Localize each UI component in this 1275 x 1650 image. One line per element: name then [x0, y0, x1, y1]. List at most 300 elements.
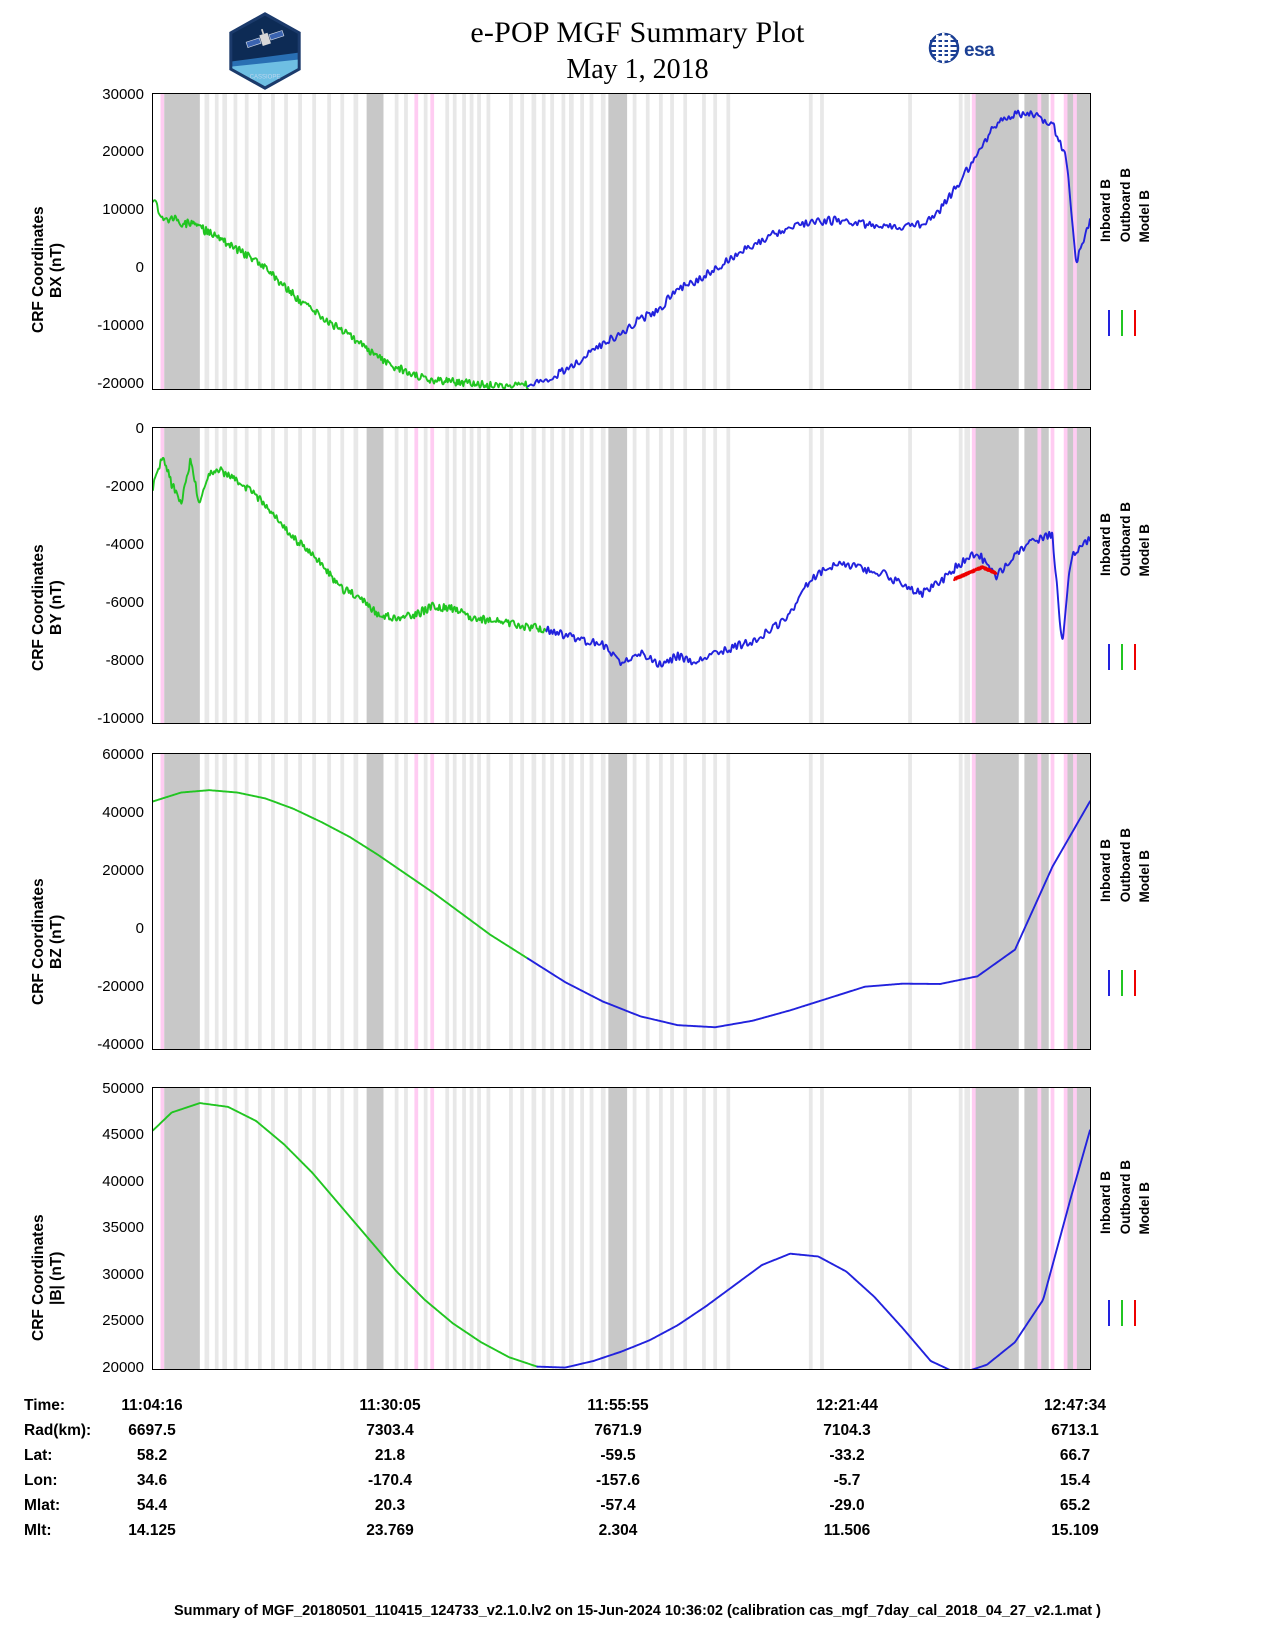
cell-mlat-4: 65.2 — [1059, 1497, 1091, 1514]
event-band — [726, 428, 730, 724]
event-band — [959, 94, 963, 390]
event-band — [205, 1088, 210, 1370]
chart-panel-bx[interactable] — [152, 93, 1091, 390]
table-row-lon — [0, 1472, 1275, 1497]
event-band — [509, 428, 513, 724]
event-band — [702, 1088, 706, 1370]
event-band — [590, 1088, 594, 1370]
event-band — [974, 754, 1019, 1050]
cell-lon-4: 15.4 — [1059, 1472, 1091, 1489]
event-band — [702, 94, 706, 390]
cell-mlt-0: 14.125 — [128, 1522, 176, 1539]
event-band — [1037, 94, 1041, 390]
event-band — [445, 428, 449, 724]
event-band — [487, 428, 491, 724]
event-band — [414, 1088, 418, 1370]
cell-rad-3: 7104.3 — [823, 1422, 871, 1439]
event-band — [222, 1088, 227, 1370]
event-band — [590, 754, 594, 1050]
event-band — [1024, 94, 1048, 390]
event-band — [327, 754, 331, 1050]
event-band — [809, 94, 813, 390]
event-band — [809, 428, 813, 724]
event-band — [974, 428, 1019, 724]
event-band — [487, 94, 491, 390]
legend-by-swatches — [1108, 644, 1136, 670]
event-band — [340, 1088, 344, 1370]
event-band — [245, 1088, 249, 1370]
event-band — [424, 1088, 428, 1370]
event-band — [601, 1088, 606, 1370]
event-band — [1024, 1088, 1048, 1370]
title-date: May 1, 2018 — [566, 54, 709, 86]
panel-babs-ytick-1: 45000 — [102, 1126, 144, 1143]
event-band — [820, 754, 824, 1050]
event-band — [245, 428, 249, 724]
event-band — [424, 428, 428, 724]
event-band — [205, 754, 210, 1050]
event-band — [395, 754, 399, 1050]
event-band — [312, 428, 316, 724]
legend-babs-entry-1: Outboard B — [1117, 1160, 1133, 1235]
event-band — [245, 94, 249, 390]
event-band — [245, 754, 249, 1050]
event-band — [550, 94, 554, 390]
event-band — [1064, 754, 1068, 1050]
event-band — [972, 428, 976, 724]
legend-bz-entry-2: Model B — [1137, 849, 1153, 903]
event-band — [445, 1088, 449, 1370]
panel-bx-ytick-3: 0 — [135, 259, 144, 276]
event-band — [550, 428, 554, 724]
cell-lon-2: -157.6 — [596, 1472, 640, 1489]
event-band — [234, 94, 238, 390]
event-band — [633, 94, 637, 390]
event-band — [271, 94, 275, 390]
event-band — [580, 1088, 584, 1370]
event-band — [453, 428, 457, 724]
event-band — [462, 94, 466, 390]
event-band — [164, 754, 200, 1050]
event-band — [354, 428, 359, 724]
event-band — [340, 428, 344, 724]
event-band — [414, 428, 418, 724]
event-band — [809, 1088, 813, 1370]
event-band — [974, 94, 1019, 390]
panel-by-ytick-0: 0 — [135, 420, 144, 437]
legend-swatch-outboard — [1121, 970, 1123, 996]
event-band — [542, 94, 546, 390]
event-band — [160, 428, 164, 724]
event-band — [520, 1088, 524, 1370]
cell-mlat-1: 20.3 — [374, 1497, 406, 1514]
event-band — [520, 428, 524, 724]
event-band — [404, 754, 408, 1050]
event-band — [964, 754, 968, 1050]
cell-lat-4: 66.7 — [1059, 1447, 1091, 1464]
event-band — [520, 754, 524, 1050]
event-band — [670, 428, 674, 724]
event-band — [633, 428, 637, 724]
event-band — [959, 754, 963, 1050]
panel-bx-ytick-2: 10000 — [102, 201, 144, 218]
cell-mlat-3: -29.0 — [829, 1497, 865, 1514]
legend-swatch-model — [1134, 1300, 1136, 1326]
event-band — [284, 94, 288, 390]
cell-time-2: 11:55:55 — [587, 1397, 649, 1414]
cell-mlat-2: -57.4 — [600, 1497, 636, 1514]
event-band — [327, 94, 331, 390]
cell-lon-0: 34.6 — [136, 1472, 168, 1489]
footer-caption: Summary of MGF_20180501_110415_124733_v2.1.0.lv2 on 15-Jun-2024 10:36:02 (calibration cas_mgf_7day_cal_2018_04_27_v2.1.mat ) — [174, 1603, 1101, 1619]
event-band — [470, 754, 474, 1050]
row-label-time: Time: — [24, 1397, 66, 1414]
table-row-lat — [0, 1447, 1275, 1472]
event-band — [509, 1088, 513, 1370]
table-row-time — [0, 1397, 1275, 1422]
event-band — [542, 428, 546, 724]
event-band — [271, 1088, 275, 1370]
table-row-mlat — [0, 1497, 1275, 1522]
event-band — [726, 94, 730, 390]
cell-lon-1: -170.4 — [368, 1472, 412, 1489]
event-band — [430, 94, 434, 390]
event-band — [820, 1088, 824, 1370]
event-band — [590, 94, 594, 390]
event-band — [908, 754, 912, 1050]
event-band — [633, 1088, 637, 1370]
panel-babs-ylabel: CRF Coordinates |B| (nT) — [30, 1214, 65, 1342]
panel-by-ytick-4: -8000 — [105, 652, 144, 669]
event-band — [234, 754, 238, 1050]
chart-canvas-bz — [153, 754, 1090, 1050]
event-band — [702, 428, 706, 724]
event-band — [234, 1088, 238, 1370]
event-band — [1064, 94, 1068, 390]
event-band — [462, 1088, 466, 1370]
row-label-mlt: Mlt: — [24, 1522, 52, 1539]
legend-swatch-outboard — [1121, 310, 1123, 336]
legend-swatch-inboard — [1108, 970, 1110, 996]
event-band — [601, 754, 606, 1050]
event-band — [298, 428, 302, 724]
esa-logo-icon — [925, 26, 1045, 70]
event-band — [164, 94, 200, 390]
panel-by-ytick-2: -4000 — [105, 536, 144, 553]
event-band — [972, 754, 976, 1050]
event-band — [404, 1088, 408, 1370]
event-band — [608, 428, 627, 724]
event-band — [908, 1088, 912, 1370]
event-band — [477, 428, 481, 724]
event-band — [659, 94, 663, 390]
panel-bx-ytick-5: -20000 — [97, 375, 144, 392]
svg-text:CASSIOPE: CASSIOPE — [249, 74, 281, 81]
panel-babs-ytick-5: 25000 — [102, 1312, 144, 1329]
cell-mlat-0: 54.4 — [136, 1497, 168, 1514]
event-band — [1051, 754, 1055, 1050]
event-band — [284, 1088, 288, 1370]
event-band — [683, 94, 687, 390]
event-band — [160, 1088, 164, 1370]
legend-swatch-model — [1134, 310, 1136, 336]
event-band — [312, 754, 316, 1050]
cell-rad-4: 6713.1 — [1051, 1422, 1099, 1439]
event-band — [414, 94, 418, 390]
event-band — [205, 428, 210, 724]
cell-rad-1: 7303.4 — [366, 1422, 414, 1439]
event-band — [532, 754, 537, 1050]
cell-mlt-4: 15.109 — [1051, 1522, 1099, 1539]
event-band — [562, 428, 566, 724]
event-band — [974, 1088, 1019, 1370]
event-band — [327, 1088, 331, 1370]
legend-bz-entry-1: Outboard B — [1117, 828, 1133, 903]
event-band — [1051, 94, 1055, 390]
event-band — [1037, 754, 1041, 1050]
event-band — [215, 1088, 219, 1370]
legend-swatch-outboard — [1121, 1300, 1123, 1326]
event-band — [477, 754, 481, 1050]
event-band — [271, 754, 275, 1050]
event-band — [1051, 428, 1055, 724]
legend-babs-swatches — [1108, 1300, 1136, 1326]
event-band — [1073, 754, 1077, 1050]
row-label-mlat: Mlat: — [24, 1497, 61, 1514]
event-band — [470, 428, 474, 724]
legend-bx-entry-2: Model B — [1137, 189, 1153, 243]
cell-lat-1: 21.8 — [374, 1447, 406, 1464]
event-band — [562, 1088, 566, 1370]
event-band — [683, 754, 687, 1050]
event-band — [284, 754, 288, 1050]
event-band — [258, 1088, 262, 1370]
event-band — [569, 428, 574, 724]
event-band — [702, 754, 706, 1050]
event-band — [520, 94, 524, 390]
event-band — [462, 428, 466, 724]
event-band — [1064, 1088, 1068, 1370]
event-band — [562, 94, 566, 390]
chart-canvas-by — [153, 428, 1090, 724]
legend-bz — [1098, 828, 1153, 948]
event-band — [1067, 94, 1089, 390]
panel-babs-ytick-2: 40000 — [102, 1173, 144, 1190]
event-band — [234, 428, 238, 724]
cell-time-1: 11:30:05 — [359, 1397, 421, 1414]
event-band — [713, 754, 717, 1050]
event-band — [367, 754, 384, 1050]
legend-bz-entry-0: Inboard B — [1098, 839, 1113, 903]
event-band — [590, 428, 594, 724]
event-band — [509, 754, 513, 1050]
event-band — [340, 754, 344, 1050]
event-band — [569, 754, 574, 1050]
table-row-rad — [0, 1422, 1275, 1447]
legend-bx-entry-1: Outboard B — [1117, 168, 1133, 243]
event-band — [258, 428, 262, 724]
event-band — [646, 754, 650, 1050]
event-band — [562, 754, 566, 1050]
event-band — [972, 94, 976, 390]
event-band — [659, 428, 663, 724]
event-band — [532, 428, 537, 724]
cell-mlt-2: 2.304 — [598, 1522, 638, 1539]
event-band — [430, 428, 434, 724]
event-band — [453, 94, 457, 390]
event-band — [424, 754, 428, 1050]
row-label-rad: Rad(km): — [24, 1422, 92, 1439]
panel-babs-ytick-3: 35000 — [102, 1219, 144, 1236]
legend-babs-entry-2: Model B — [1137, 1181, 1153, 1235]
row-label-lon: Lon: — [24, 1472, 58, 1489]
title-main: e-POP MGF Summary Plot — [470, 16, 805, 49]
event-band — [1024, 428, 1048, 724]
event-band — [908, 94, 912, 390]
event-band — [258, 94, 262, 390]
legend-bz-swatches — [1108, 970, 1136, 996]
event-band — [542, 754, 546, 1050]
chart-panel-babs[interactable] — [152, 1087, 1091, 1370]
cell-time-3: 12:21:44 — [815, 1397, 879, 1414]
event-band — [1067, 1088, 1089, 1370]
epop-cassiope-mission-patch-icon — [222, 8, 308, 94]
event-band — [532, 1088, 537, 1370]
event-band — [453, 754, 457, 1050]
event-band — [367, 94, 384, 390]
event-band — [713, 1088, 717, 1370]
panel-bz-ytick-3: 0 — [135, 920, 144, 937]
event-band — [354, 1088, 359, 1370]
event-band — [683, 428, 687, 724]
event-band — [1067, 428, 1089, 724]
legend-swatch-outboard — [1121, 644, 1123, 670]
event-band — [395, 428, 399, 724]
event-band — [424, 94, 428, 390]
legend-babs — [1098, 1160, 1153, 1280]
cell-rad-0: 6697.5 — [128, 1422, 176, 1439]
event-band — [1064, 428, 1068, 724]
event-band — [1067, 754, 1089, 1050]
legend-bx-entry-0: Inboard B — [1098, 179, 1113, 243]
event-band — [284, 428, 288, 724]
event-band — [608, 1088, 627, 1370]
ephemeris-table — [0, 1397, 1275, 1547]
event-band — [726, 1088, 730, 1370]
event-band — [569, 94, 574, 390]
panel-by-ytick-5: -10000 — [97, 710, 144, 727]
legend-bx — [1098, 168, 1153, 288]
event-band — [487, 754, 491, 1050]
event-band — [367, 428, 384, 724]
event-band — [550, 754, 554, 1050]
event-band — [1037, 1088, 1041, 1370]
event-band — [550, 1088, 554, 1370]
event-band — [964, 94, 968, 390]
cell-mlt-1: 23.769 — [366, 1522, 414, 1539]
event-band — [298, 1088, 302, 1370]
cell-lat-3: -33.2 — [829, 1447, 865, 1464]
legend-swatch-model — [1134, 644, 1136, 670]
event-band — [646, 94, 650, 390]
panel-bz-ytick-1: 40000 — [102, 804, 144, 821]
event-band — [580, 428, 584, 724]
event-band — [580, 754, 584, 1050]
legend-by-entry-1: Outboard B — [1117, 502, 1133, 577]
chart-panel-by[interactable] — [152, 427, 1091, 724]
page-title — [0, 14, 1275, 88]
chart-canvas-bx — [153, 94, 1090, 390]
event-band — [964, 1088, 968, 1370]
cell-rad-2: 7671.9 — [594, 1422, 642, 1439]
event-band — [670, 94, 674, 390]
cell-time-4: 12:47:34 — [1043, 1397, 1107, 1414]
event-band — [340, 94, 344, 390]
panel-bz-ylabel: CRF Coordinates BZ (nT) — [30, 878, 65, 1006]
event-band — [462, 754, 466, 1050]
panel-bx-ytick-1: 20000 — [102, 143, 144, 160]
event-band — [404, 94, 408, 390]
panel-babs-ytick-4: 30000 — [102, 1266, 144, 1283]
event-band — [354, 754, 359, 1050]
panel-bz-ytick-0: 60000 — [102, 746, 144, 763]
legend-by-entry-0: Inboard B — [1098, 513, 1113, 577]
event-band — [298, 754, 302, 1050]
event-band — [298, 94, 302, 390]
panel-by-ytick-3: -6000 — [105, 594, 144, 611]
panel-bx-ytick-0: 30000 — [102, 86, 144, 103]
event-band — [395, 1088, 399, 1370]
event-band — [713, 428, 717, 724]
event-band — [569, 1088, 574, 1370]
legend-babs-entry-0: Inboard B — [1098, 1171, 1113, 1235]
panel-bx-ylabel: CRF Coordinates BX (nT) — [30, 206, 65, 334]
event-band — [367, 1088, 384, 1370]
event-band — [487, 1088, 491, 1370]
esa-wordmark: esa — [964, 40, 995, 61]
panel-babs-ytick-0: 50000 — [102, 1080, 144, 1097]
legend-swatch-model — [1134, 970, 1136, 996]
event-band — [445, 94, 449, 390]
cell-time-0: 11:04:16 — [121, 1397, 183, 1414]
event-band — [646, 1088, 650, 1370]
event-band — [215, 754, 219, 1050]
chart-panel-bz[interactable] — [152, 753, 1091, 1050]
event-band — [713, 94, 717, 390]
event-band — [683, 1088, 687, 1370]
event-band — [430, 754, 434, 1050]
panel-bz-ytick-5: -40000 — [97, 1036, 144, 1053]
panel-bz-ytick-2: 20000 — [102, 862, 144, 879]
table-row-mlt — [0, 1522, 1275, 1547]
row-label-lat: Lat: — [24, 1447, 53, 1464]
event-band — [959, 1088, 963, 1370]
event-band — [205, 94, 210, 390]
panel-babs-ytick-6: 20000 — [102, 1359, 144, 1376]
cell-lon-3: -5.7 — [833, 1472, 861, 1489]
event-band — [633, 754, 637, 1050]
legend-bx-swatches — [1108, 310, 1136, 336]
event-band — [215, 94, 219, 390]
event-band — [542, 1088, 546, 1370]
event-band — [646, 428, 650, 724]
event-band — [1073, 1088, 1077, 1370]
event-band — [477, 94, 481, 390]
event-band — [470, 1088, 474, 1370]
legend-by-entry-2: Model B — [1137, 523, 1153, 577]
legend-swatch-inboard — [1108, 310, 1110, 336]
event-band — [271, 428, 275, 724]
